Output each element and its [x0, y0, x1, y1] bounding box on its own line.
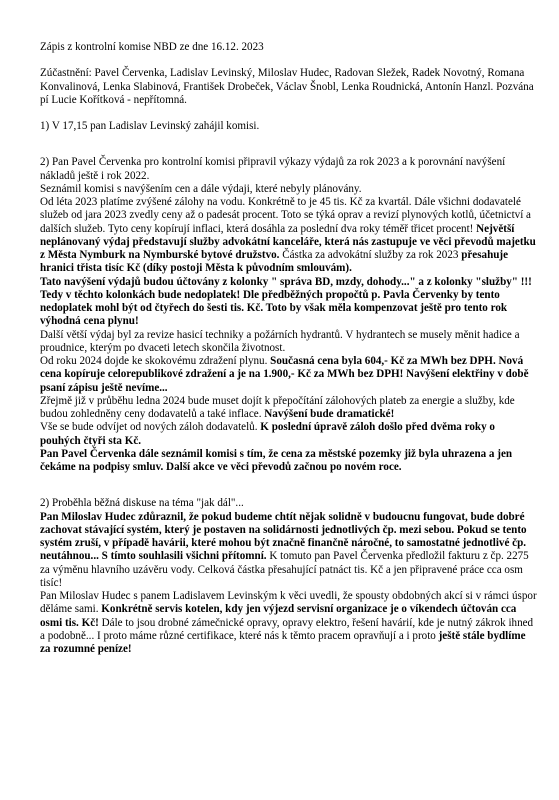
- item2-text: Od léta 2023 platíme zvýšené zálohy na vodu. Konkrétně to je 45 tis. Kč za kvartál. Dále všichni dodavatelé služeb od jara 2023 zvedly ceny až o padesát procent. Toto se týká oprav a revizí plynových kotlů, účetnictví a dalších služeb. Tyto ceny kopírují inflaci, která dosáhla za poslední dva roky téměř třicet procent!: [40, 196, 531, 235]
- item2-text: Od roku 2024 dojde ke skokovému zdražení plynu.: [40, 355, 268, 367]
- item2-text: Vše se bude odvíjet od nových záloh dodavatelů.: [40, 421, 258, 434]
- item2-intro: 2) Pan Pavel Červenka pro kontrolní komisi připravil výkazy výdajů za rok 2023 a k porovnání navýšení nákladů ještě i rok 2022.: [40, 156, 506, 182]
- item2-bold-text: Největší neplánovaný výdaj představují služby advokátní kanceláře, která nás zastupuje ve věci převodů majetku z Města Nymburk na Nymburské bytové družstvo.: [40, 222, 536, 261]
- item3-text: K tomuto pan Pavel Červenka předložil fakturu z čp. 2275 za výměnu hlavního uzávěru vody. Celková částka přesahující patnáct tis. Kč a jen připravené práce cca osm tisíc!: [40, 550, 529, 589]
- item2-bold-text: K poslední úpravě záloh došlo před dvěma roky o pouhých čtyři sta Kč.: [40, 421, 495, 447]
- agenda-item-1: 1) V 17,15 pan Ladislav Levinský zahájil komisi.: [40, 120, 260, 132]
- item3-bold-text: Pan Miloslav Hudec zdůraznil, že pokud budeme chtít nějak solidně v budoucnu fungovat, bude dobré zachovat stávající systém, který je postaven na solidárnosti jednotlivých čp. mezi sebou. Pokud se tento systém zruší, v případě havárii, které mohou být značně finančně náročné, to samostatné jednotlivé čp. neutáhnou... S tímto souhlasili všichni přítomní.: [40, 510, 527, 563]
- item3-text: Pan Miloslav Hudec s panem Ladislavem Levinským k věci uvedli, že spousty obdobných akcí si v rámci úspor děláme sami.: [40, 590, 537, 616]
- item2-bold-text: Navýšení bude dramatické!: [261, 408, 395, 420]
- attendees-paragraph: Zúčastnění: Pavel Červenka, Ladislav Levinský, Miloslav Hudec, Radovan Sležek, Radek Novotný, Romana Konvalinová, Lenka Slabinová, František Drobeček, Václav Šnobl, Lenka Roudnická, Antonín Hanzl. Pozvána pí Lucie Kořítková - nepřítomná.: [40, 67, 534, 106]
- item2-bold-text: Pan Pavel Červenka dále seznámil komisi s tím, že cena za městské pozemky již byla uhrazena a jen čekáme na podpisy smluv. Další akce ve věci převodů začnou po novém roce.: [40, 447, 513, 473]
- item3-solidarity-paragraph: [40, 511, 537, 591]
- agenda-item-2: [40, 156, 537, 474]
- item3-intro: 2) Proběhla běžná diskuse na téma "jak dál"...: [40, 497, 244, 510]
- item3-savings-paragraph: [40, 590, 537, 656]
- item2-sentence: Další větší výdaj byl za revize hasicí techniky a požárních hydrantů. V hydrantech se musely měnit hadice a proudnice, kterým po dvaceti letech skončila životnost.: [40, 328, 520, 354]
- item2-text: Zřejmě již v průběhu ledna 2024 bude muset dojít k přepočítání zálohových plateb za energie a služby, kde budou zohledněny ceny dodavatelů a také inflace.: [40, 394, 515, 420]
- item2-sentence: Seznámil komisi s navýšením cen a dále výdaji, které nebyly plánovány.: [40, 182, 362, 195]
- item2-bold-paragraph: [40, 276, 537, 329]
- item2-deposits-paragraph: [40, 421, 537, 448]
- item2-costs-paragraph: [40, 196, 537, 276]
- item3-bold-text: ještě stále bydlíme za rozumné peníze!: [40, 629, 526, 655]
- agenda-item-3: [40, 497, 537, 656]
- item2-bold-text: přesahuje hranici třista tisíc Kč (díky postoji Města k původním smlouvám).: [40, 249, 509, 275]
- document-title: Zápis z kontrolní komise NBD ze dne 16.12. 2023: [40, 41, 264, 53]
- item3-text: Dále to jsou drobné zámečnické opravy, opravy elektro, řešení havárií, kde je nutný zákrok ihned a podobně... I proto máme různé certifikace, které nás k těmto pracem opravňují a i proto: [40, 616, 534, 642]
- item2-land-paragraph: [40, 448, 537, 475]
- item2-bold-text: Tato navýšení výdajů budou účtovány z kolonky " správa BD, mzdy, dohody..." a z kolonky "služby" !!! Tedy v těchto kolonkách bude nedoplatek! Dle předběžných propočtů p. Pavla Červenky by tento nedoplatek mohl být od čtyřech do šesti tis. Kč. Toto by však měla kompenzovat ještě pro tento rok výhodná cena plynu!: [40, 275, 532, 328]
- item2-inflation-paragraph: [40, 395, 537, 422]
- item2-gas-paragraph: [40, 355, 537, 395]
- item2-bold-text: Současná cena byla 604,- Kč za MWh bez DPH. Nová cena kopíruje celorepublikové zdražení a je na 1.900,- Kč za MWh bez DPH! Navýšení elektřiny v době psaní zápisu ještě nevíme...: [40, 355, 529, 394]
- item3-bold-text: Konkrétně servis kotelen, kdy jen výjezd servisní organizace je o víkendech účtován cca osmi tis. Kč!: [40, 603, 517, 629]
- item2-text: Částka za advokátní služby za rok 2023: [279, 249, 462, 261]
